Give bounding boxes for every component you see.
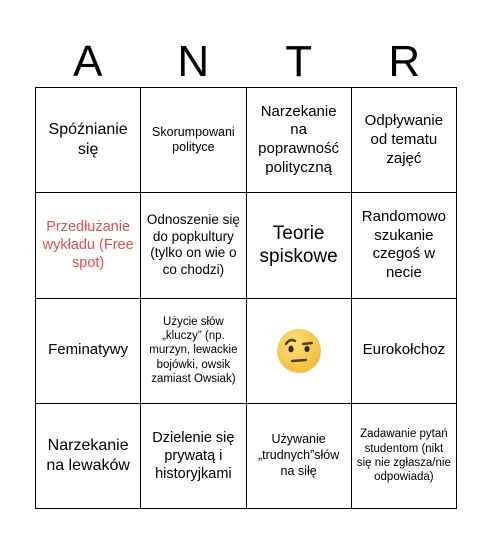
bingo-cell-text: Skorumpowani polityce: [152, 124, 235, 155]
bingo-cell-free-spot[interactable]: [36, 193, 141, 298]
bingo-cell-r4c3[interactable]: [247, 404, 352, 509]
bingo-cell-text: Feminatywy: [48, 341, 129, 359]
bingo-cell-text: Odpływanie od tematu zajęć: [364, 112, 444, 167]
bingo-cell-r4c2[interactable]: [141, 404, 246, 509]
bingo-cell-text: Używanie „trudnych”słów na siłę: [257, 432, 340, 478]
bingo-cell-r2c4[interactable]: [352, 193, 457, 298]
bingo-cell-text: Teorie spiskowe: [259, 222, 338, 268]
bingo-cell-r1c2[interactable]: [141, 88, 246, 193]
face-with-raised-eyebrow-icon: [275, 327, 323, 375]
bingo-cell-r3c4[interactable]: [352, 299, 457, 404]
header-letter-t: T: [285, 37, 313, 86]
bingo-cell-r3c2[interactable]: [141, 299, 246, 404]
bingo-cell-text: Eurokołchoz: [362, 341, 446, 359]
bingo-cell-r4c4[interactable]: [352, 404, 457, 509]
bingo-cell-r2c2[interactable]: [141, 193, 246, 298]
bingo-cell-text: Narzekanie na poprawność polityczną: [258, 102, 340, 176]
bingo-cell-center[interactable]: [247, 299, 352, 404]
header-letter-a: A: [73, 37, 103, 86]
bingo-cell-r1c1[interactable]: [36, 88, 141, 193]
bingo-cell-text: Narzekanie na lewaków: [46, 436, 130, 474]
bingo-cell-text: Spóźnianie się: [48, 121, 128, 159]
header-letter-n: N: [177, 37, 210, 86]
bingo-header: [35, 34, 457, 90]
bingo-cell-r2c3[interactable]: [247, 193, 352, 298]
bingo-cell-text: Randomowo szukanie czegoś w necie: [361, 207, 446, 282]
bingo-cell-text: Zadawanie pytań studentom (nikt się nie zgłasza/nie odpowiada): [356, 428, 451, 484]
bingo-board: [35, 87, 457, 509]
bingo-cell-text: Użycie słów „kluczy” (np. murzyn, lewackie bojówki, owsik zamiast Owsiak): [149, 315, 238, 386]
bingo-cell-text: Dzielenie się prywatą i historyjkami: [152, 429, 235, 482]
header-letter-r: R: [388, 37, 421, 86]
bingo-cell-r3c1[interactable]: [36, 299, 141, 404]
bingo-cell-r1c4[interactable]: [352, 88, 457, 193]
bingo-cell-text: Odnoszenie się do popkultury (tylko on wie o co chodzi): [146, 211, 240, 278]
bingo-cell-r4c1[interactable]: [36, 404, 141, 509]
bingo-cell-r1c3[interactable]: [247, 88, 352, 193]
bingo-cell-text: Przedłużanie wykładu (Free spot): [42, 219, 134, 272]
